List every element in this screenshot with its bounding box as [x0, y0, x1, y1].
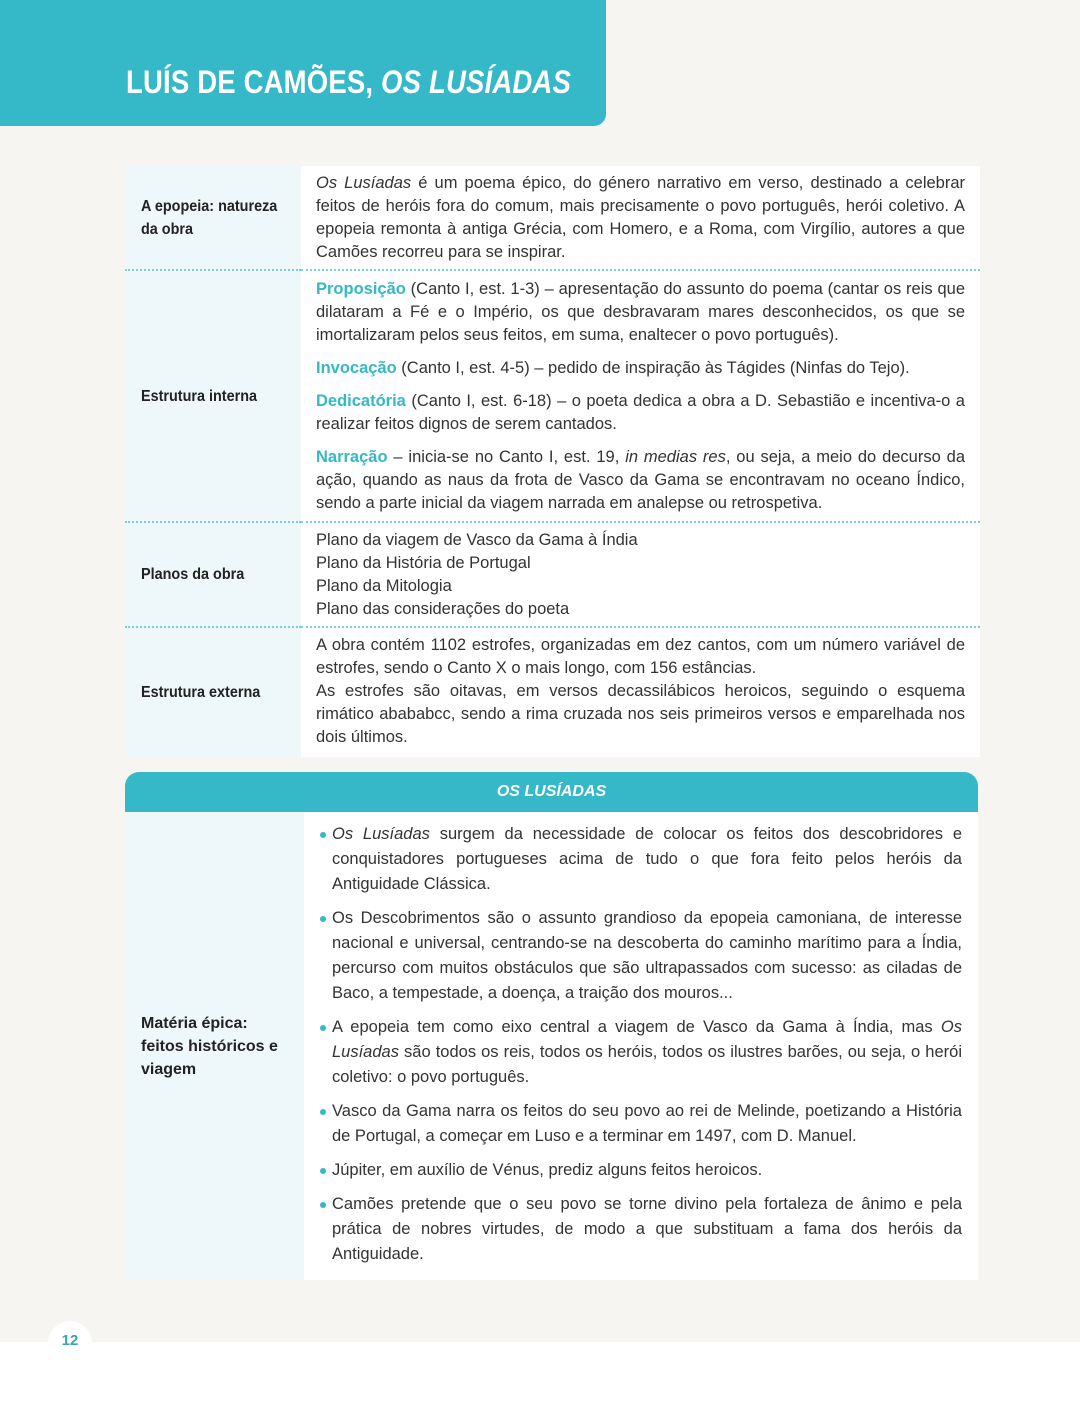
- plan-line: Plano da viagem de Vasco da Gama à Índia: [316, 531, 638, 549]
- bullet-list: [304, 812, 978, 1280]
- box-body: [125, 812, 978, 1280]
- summary-table: [125, 166, 980, 757]
- title-italic: OS LUSÍADAS: [381, 64, 572, 100]
- title-main: LUÍS DE CAMÕES,: [126, 64, 382, 100]
- row-content: [301, 627, 980, 757]
- footer-band: [0, 1342, 1080, 1406]
- italic-title: Os Lusíadas: [316, 174, 412, 192]
- item-proposicao: Proposição (Canto I, est. 1-3) – apresentação do assunto do poema (cantar os reis que dilataram a Fé e o Império, os que desbravaram mares desconhecidos, os que se imortalizaram pelos seus feitos, em suma, enaltecer o povo português).: [316, 280, 965, 344]
- item-invocacao: Invocação (Canto I, est. 4-5) – pedido de inspiração às Tágides (Ninfas do Tejo).: [316, 359, 910, 377]
- list-item: Os Lusíadas surgem da necessidade de colocar os feitos dos descobridores e conquistadores portugueses acima de tudo o que fora feito pelos heróis da Antiguidade Clássica.: [320, 822, 962, 897]
- row-label: A epopeia: natureza da obra: [125, 166, 301, 270]
- row-label: Estrutura interna: [125, 270, 301, 522]
- row-label: Estrutura externa: [125, 627, 301, 757]
- table-row: [125, 627, 980, 757]
- row-content: [301, 270, 980, 522]
- paragraph: As estrofes são oitavas, em versos decassilábicos heroicos, seguindo o esquema rimático abababcc, sendo a rima cruzada nos seis primeiros versos e emparelhada nos dois últimos.: [316, 682, 965, 746]
- row-label: Planos da obra: [125, 522, 301, 627]
- list-item: Vasco da Gama narra os feitos do seu povo ao rei de Melinde, poetizando a História de Portugal, a começar em Luso e a terminar em 1497, com D. Manuel.: [320, 1099, 962, 1149]
- list-item: Os Descobrimentos são o assunto grandioso da epopeia camoniana, de interesse nacional e universal, centrando-se na descoberta do caminho marítimo para a Índia, percurso com muitos obstáculos que são ultrapassados com sucesso: as ciladas de Baco, a tempestade, a doença, a traição dos mouros...: [320, 906, 962, 1006]
- table-row: [125, 522, 980, 627]
- row-content: Os Lusíadas é um poema épico, do género narrativo em verso, destinado a celebrar feitos de heróis fora do comum, mais precisamente o povo português, herói coletivo. A epopeia remonta à antiga Grécia, com Homero, e a Roma, com Virgílio, autores a que Camões recorreu para se inspirar.: [301, 166, 980, 270]
- list-item: Camões pretende que o seu povo se torne divino pela fortaleza de ânimo e pela prática de nobres virtudes, de modo a que substituam a fama dos heróis da Antiguidade.: [320, 1192, 962, 1267]
- plan-line: Plano da História de Portugal: [316, 554, 531, 572]
- table-row: [125, 270, 980, 522]
- page-number: 12: [48, 1321, 92, 1365]
- title-banner: [0, 0, 606, 126]
- row-content: [301, 522, 980, 627]
- lusiadas-box: [125, 772, 978, 1280]
- page-title: [126, 64, 571, 101]
- plan-line: Plano das considerações do poeta: [316, 600, 570, 618]
- paragraph: A obra contém 1102 estrofes, organizadas em dez cantos, com um número variável de estrofes, sendo o Canto X o mais longo, com 156 estâncias.: [316, 636, 965, 677]
- list-item: A epopeia tem como eixo central a viagem de Vasco da Gama à Índia, mas Os Lusíadas são todos os reis, todos os heróis, todos os ilustres barões, ou seja, o herói coletivo: o povo português.: [320, 1015, 962, 1090]
- plan-line: Plano da Mitologia: [316, 577, 452, 595]
- row-label: Matéria épica: feitos históricos e viagem: [125, 812, 304, 1280]
- list-item: Júpiter, em auxílio de Vénus, prediz alguns feitos heroicos.: [320, 1158, 962, 1183]
- table-row: [125, 166, 980, 270]
- box-header: OS LUSÍADAS: [125, 772, 978, 812]
- item-dedicatoria: Dedicatória (Canto I, est. 6-18) – o poeta dedica a obra a D. Sebastião e incentiva-o a realizar feitos dignos de serem cantados.: [316, 392, 965, 433]
- item-narracao: Narração – inicia-se no Canto I, est. 19, in medias res, ou seja, a meio do decurso da ação, quando as naus da frota de Vasco da Gama se encontravam no oceano Índico, sendo a parte inicial da viagem narrada em analepse ou retrospetiva.: [316, 448, 965, 512]
